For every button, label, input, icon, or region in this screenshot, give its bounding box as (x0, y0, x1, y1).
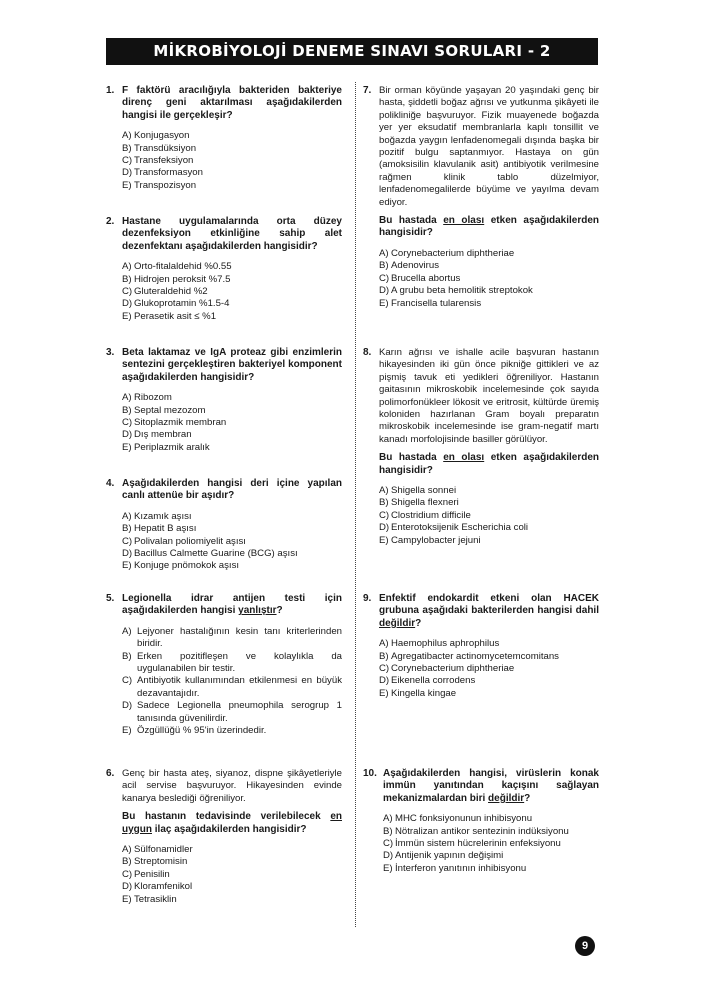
question-stem: Enfektif endokardit etkeni olan HACEK grubuna aşağıdaki bakterilerden hangisi dahil değildir? (379, 593, 599, 629)
option-b[interactable]: B) Agregatibacter actinomycetemcomitans (379, 650, 559, 662)
option-d[interactable]: D) Enterotoksijenik Escherichia coli (379, 522, 529, 534)
question-6 (106, 768, 342, 906)
option-c[interactable]: C) Corynebacterium diphtheriae (379, 663, 515, 675)
emphasis: en olası (443, 215, 485, 227)
question-stem: Aşağıdakilerden hangisi, virüslerin konak immün yanıtından kaçışını sağlayan mekanizmalardan biri değildir? (383, 768, 599, 804)
option-b[interactable]: B) Shigella flexneri (379, 497, 459, 509)
option-a[interactable]: A) Shigella sonnei (379, 485, 457, 497)
option-e[interactable]: E) Periplazmik aralık (122, 441, 210, 453)
negation-emphasis: yanlıştır (238, 605, 277, 617)
emphasis: en olası (443, 452, 485, 464)
question-stem: Hastane uygulamalarında orta düzey dezenfeksiyon etkinliğine sahip alet dezenfektanı aşağıdakilerden hangisidir? (122, 216, 342, 252)
question-stem: Aşağıdakilerden hangisi deri içine yapılan canlı attenüe bir aşıdır? (122, 478, 342, 502)
answer-options (379, 248, 599, 310)
answer-options (122, 261, 342, 323)
question-number: 1. (106, 85, 115, 96)
page-number-badge: 9 (575, 936, 595, 956)
option-d[interactable]: D) Dış membran (122, 429, 192, 441)
page-title-banner: MİKROBİYOLOJİ DENEME SINAVI SORULARI - 2 (106, 38, 598, 65)
question-2 (106, 216, 342, 323)
option-e[interactable]: E) İnterferon yanıtının inhibisyonu (383, 862, 527, 874)
option-a[interactable]: A) Sülfonamidler (122, 844, 193, 856)
question-stem: Bu hastada en olası etken aşağıdakilerden hangisidir? (379, 215, 599, 239)
column-divider (355, 82, 356, 927)
option-b[interactable]: B) Adenovirus (379, 260, 439, 272)
answer-options (379, 485, 599, 547)
question-number: 3. (106, 347, 115, 358)
option-c[interactable]: C) Antibiyotik kullanımından etkilenmesi en büyük dezavantajıdır. (122, 675, 342, 699)
option-c[interactable]: C) Sitoplazmik membran (122, 417, 227, 429)
answer-options (122, 392, 342, 454)
question-9 (363, 593, 599, 700)
option-e[interactable]: E) Transpozisyon (122, 179, 197, 191)
option-a[interactable]: A) Orto-fitalaldehid %0.55 (122, 261, 232, 273)
question-10 (363, 768, 599, 875)
option-d[interactable]: D) A grubu beta hemolitik streptokok (379, 285, 533, 297)
case-description: Karın ağrısı ve ishalle acile başvuran hastanın hikayesinden iki gün önce pikniğe gittikleri ve az pişmiş tavuk eti yedikleri öğreniliyor. Hastanın gaitasının mikroskobik incelemesinde çok sayıda polimorfonükleer lökosit ve eritrosit, kültürde üremiş koloniden hazırlanan Gram boyalı preparatın mikroskobik incelemesinde ise gram-negatif martı kanadı morfolojisinde basiller görülüyor. (379, 347, 599, 445)
question-number: 4. (106, 478, 115, 489)
option-a[interactable]: A) Corynebacterium diphtheriae (379, 247, 515, 259)
answer-options (122, 844, 342, 906)
question-number: 6. (106, 768, 115, 779)
question-stem: Bu hastanın tedavisinde verilebilecek en uygun ilaç aşağıdakilerden hangisidir? (122, 811, 342, 835)
question-stem: Bu hastada en olası etken aşağıdakilerden hangisidir? (379, 452, 599, 476)
option-b[interactable]: B) Erken pozitifleşen ve kolaylıkla da uygulanabilen bir testir. (122, 650, 342, 675)
option-c[interactable]: C) Transfeksiyon (122, 155, 194, 167)
question-number: 9. (363, 593, 372, 604)
question-number: 2. (106, 216, 115, 227)
question-number: 8. (363, 347, 372, 358)
option-a[interactable]: A) Haemophilus aphrophilus (379, 638, 500, 650)
answer-options (122, 626, 342, 738)
option-d[interactable]: D) Antijenik yapının değişimi (383, 850, 504, 862)
answer-options (122, 130, 342, 192)
option-a[interactable]: A) Kızamık aşısı (122, 510, 192, 522)
question-stem: F faktörü aracılığıyla bakteriden bakteriye direnç geni aktarılması aşağıdakilerden hangisi ile gerçekleşir? (122, 85, 342, 121)
option-d[interactable]: D) Glukoprotamin %1.5-4 (122, 298, 230, 310)
option-c[interactable]: C) İmmün sistem hücrelerinin enfeksiyonu (383, 838, 561, 850)
question-1 (106, 85, 342, 192)
question-number: 10. (363, 768, 377, 779)
option-b[interactable]: B) Transdüksiyon (122, 142, 197, 154)
option-a[interactable]: A) Ribozom (122, 392, 172, 404)
option-e[interactable]: E) Francisella tularensis (379, 297, 482, 309)
case-description: Genç bir hasta ateş, siyanoz, dispne şikâyetleriyle acil servise başvuruyor. Hikayesinden evinde kanarya beslediği öğreniliyor. (122, 768, 342, 804)
option-c[interactable]: C) Polivalan poliomiyelit aşısı (122, 535, 246, 547)
option-d[interactable]: D) Transformasyon (122, 167, 203, 179)
question-number: 5. (106, 593, 115, 604)
option-b[interactable]: B) Nötralizan antikor sentezinin indüksiyonu (383, 825, 569, 837)
question-number: 7. (363, 85, 372, 96)
case-description: Bir orman köyünde yaşayan 20 yaşındaki genç bir hasta, şiddetli boğaz ağrısı ve yutkunma şikâyeti ile polikliniğe başvuruyor. Fizik muayenede boğazda yer yer eksudatif membranlarla kaplı tonsillit ve boğazda yaygın lenfadenomegali dışında başka bir pozitif bulgu saptanmıyor. Hastaya on gün (amoksisilin klavulanik asit) antibiyotik verilmesine rağmen klinik tablo düzelmiyor, lenfadenomegalilerde büyüme ve yayılma devam ediyor. (379, 85, 599, 208)
negation-emphasis: değildir (488, 792, 525, 804)
option-a[interactable]: A) MHC fonksiyonunun inhibisyonu (383, 813, 533, 825)
question-8 (363, 347, 599, 547)
option-c[interactable]: C) Penisilin (122, 868, 170, 880)
option-a[interactable]: A) Lejyoner hastalığının kesin tanı kriterlerinden biridir. (122, 625, 342, 650)
option-c[interactable]: C) Brucella abortus (379, 272, 461, 284)
option-c[interactable]: C) Clostridium difficile (379, 509, 471, 521)
option-e[interactable]: E) Konjuge pnömokok aşısı (122, 560, 240, 572)
answer-options (383, 813, 599, 875)
emphasis: en uygun (122, 811, 342, 835)
answer-options (379, 638, 599, 700)
option-d[interactable]: D) Eikenella corrodens (379, 675, 476, 687)
option-e[interactable]: E) Kingella kingae (379, 687, 457, 699)
option-b[interactable]: B) Septal mezozom (122, 404, 206, 416)
question-stem: Legionella idrar antijen testi için aşağıdakilerden hangisi yanlıştır? (122, 593, 342, 617)
option-b[interactable]: B) Hepatit B aşısı (122, 523, 197, 535)
answer-options (122, 511, 342, 573)
question-4 (106, 478, 342, 573)
option-a[interactable]: A) Konjugasyon (122, 130, 190, 142)
option-d[interactable]: D) Sadece Legionella pneumophila serogrup 1 tanısında güvenilirdir. (122, 700, 342, 724)
option-b[interactable]: B) Streptomisin (122, 856, 188, 868)
question-5 (106, 593, 342, 737)
option-e[interactable]: E) Özgüllüğü % 95'in üzerindedir. (122, 725, 267, 737)
option-b[interactable]: B) Hidrojen peroksit %7.5 (122, 273, 231, 285)
negation-emphasis: değildir (379, 617, 416, 629)
question-3 (106, 347, 342, 454)
question-stem: Beta laktamaz ve IgA proteaz gibi enzimlerin sentezini gerçekleştiren bakteriyel komponent aşağıdakilerden hangisidir? (122, 347, 342, 383)
question-7 (363, 85, 599, 310)
option-e[interactable]: E) Campylobacter jejuni (379, 534, 481, 546)
option-e[interactable]: E) Perasetik asit ≤ %1 (122, 310, 217, 322)
option-d[interactable]: D) Kloramfenikol (122, 881, 193, 893)
option-e[interactable]: E) Tetrasiklin (122, 893, 177, 905)
option-d[interactable]: D) Bacillus Calmette Guarine (BCG) aşısı (122, 548, 298, 560)
option-c[interactable]: C) Gluteraldehid %2 (122, 286, 208, 298)
